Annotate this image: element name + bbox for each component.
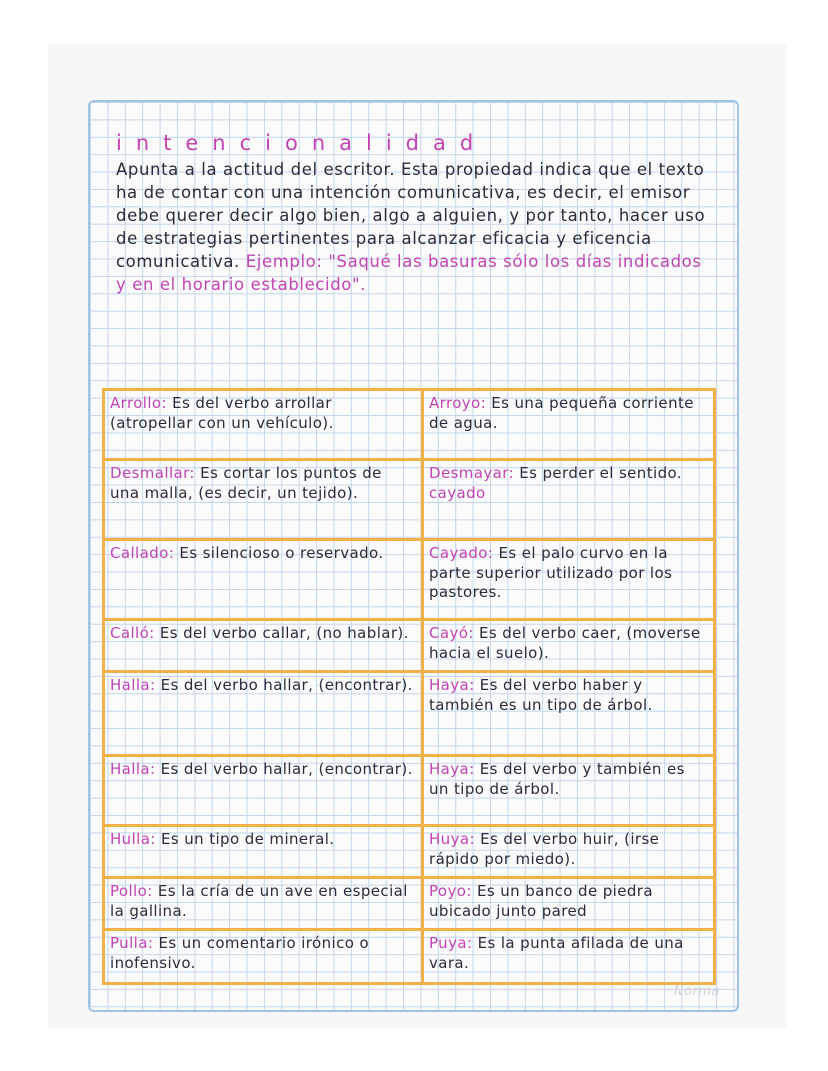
table-cell <box>105 621 421 673</box>
term: Desmayar: <box>429 464 515 482</box>
term: Pollo: <box>110 882 153 900</box>
term: Haya: <box>429 760 475 778</box>
table-cell <box>424 673 713 757</box>
watermark: Norma <box>673 984 720 999</box>
term: Halla: <box>110 676 156 694</box>
definition: Es silencioso o reservado. <box>179 544 384 562</box>
definition: Es una pequeña corriente de agua. <box>429 394 694 432</box>
term: Haya: <box>429 676 475 694</box>
definition: Es del verbo arrollar (atropellar con un vehículo). <box>110 394 334 432</box>
table-cell <box>105 541 421 621</box>
definition: Es del verbo hallar, (encontrar). <box>160 760 413 778</box>
term: Halla: <box>110 760 156 778</box>
table-cell <box>424 541 713 621</box>
term: Cayó: <box>429 624 474 642</box>
definition: Es la punta afilada de una vara. <box>429 934 684 972</box>
table-cell <box>105 931 421 982</box>
intro-paragraph <box>116 158 716 296</box>
term: Arrollo: <box>110 394 167 412</box>
term: Hulla: <box>110 830 156 848</box>
definition: Es del verbo huir, (irse rápido por miedo). <box>429 830 660 868</box>
section-title: intencionalidad <box>116 131 488 155</box>
table-cell <box>424 461 713 541</box>
table-cell <box>424 621 713 673</box>
intro-section <box>116 130 716 296</box>
definition: Es del verbo y también es un tipo de árbol. <box>429 760 685 798</box>
table-cell <box>105 879 421 931</box>
term: Arroyo: <box>429 394 487 412</box>
table-cell <box>105 673 421 757</box>
definition: Es un tipo de mineral. <box>160 830 335 848</box>
homophones-table <box>102 388 716 985</box>
table-cell <box>424 879 713 931</box>
term: Poyo: <box>429 882 472 900</box>
definition: Es la cría de un ave en especial la gallina. <box>110 882 408 920</box>
term: Pulla: <box>110 934 154 952</box>
definition: Es del verbo hallar, (encontrar). <box>160 676 413 694</box>
extra-label: cayado <box>429 483 486 502</box>
term: Desmallar: <box>110 464 195 482</box>
term: Puya: <box>429 934 473 952</box>
term: Cayado: <box>429 544 494 562</box>
definition: Es cortar los puntos de una malla, (es decir, un tejido). <box>110 464 382 502</box>
table-cell <box>105 757 421 827</box>
table-cell <box>424 827 713 879</box>
definition: Es un comentario irónico o inofensivo. <box>110 934 370 972</box>
table-cell <box>424 931 713 982</box>
term: Huya: <box>429 830 475 848</box>
definition: Es el palo curvo en la parte superior utilizado por los pastores. <box>429 544 673 601</box>
definition: Es un banco de piedra ubicado junto pared <box>429 882 653 920</box>
intro-text: Apunta a la actitud del escritor. Esta propiedad indica que el texto ha de contar con una intención comunicativa, es decir, el emisor debe querer decir algo bien, algo a alguien, y por tanto, hacer uso de estrategias pertinentes para alcanzar eficacia y eficencia comunicativa. <box>116 160 706 271</box>
definition: Es del verbo callar, (no hablar). <box>159 624 409 642</box>
definition: Es perder el sentido. <box>519 464 682 482</box>
table-cell <box>105 391 421 461</box>
table-cell <box>424 391 713 461</box>
left-column <box>105 391 421 982</box>
term: Calló: <box>110 624 155 642</box>
table-cell <box>105 461 421 541</box>
table-cell <box>424 757 713 827</box>
intro-example: Ejemplo: "Saqué las basuras sólo los días indicados y en el horario establecido". <box>116 252 702 294</box>
term: Callado: <box>110 544 175 562</box>
right-column <box>424 391 713 982</box>
definition: Es del verbo caer, (moverse hacia el suelo). <box>429 624 701 662</box>
definition: Es del verbo haber y también es un tipo de árbol. <box>429 676 653 714</box>
table-cell <box>105 827 421 879</box>
